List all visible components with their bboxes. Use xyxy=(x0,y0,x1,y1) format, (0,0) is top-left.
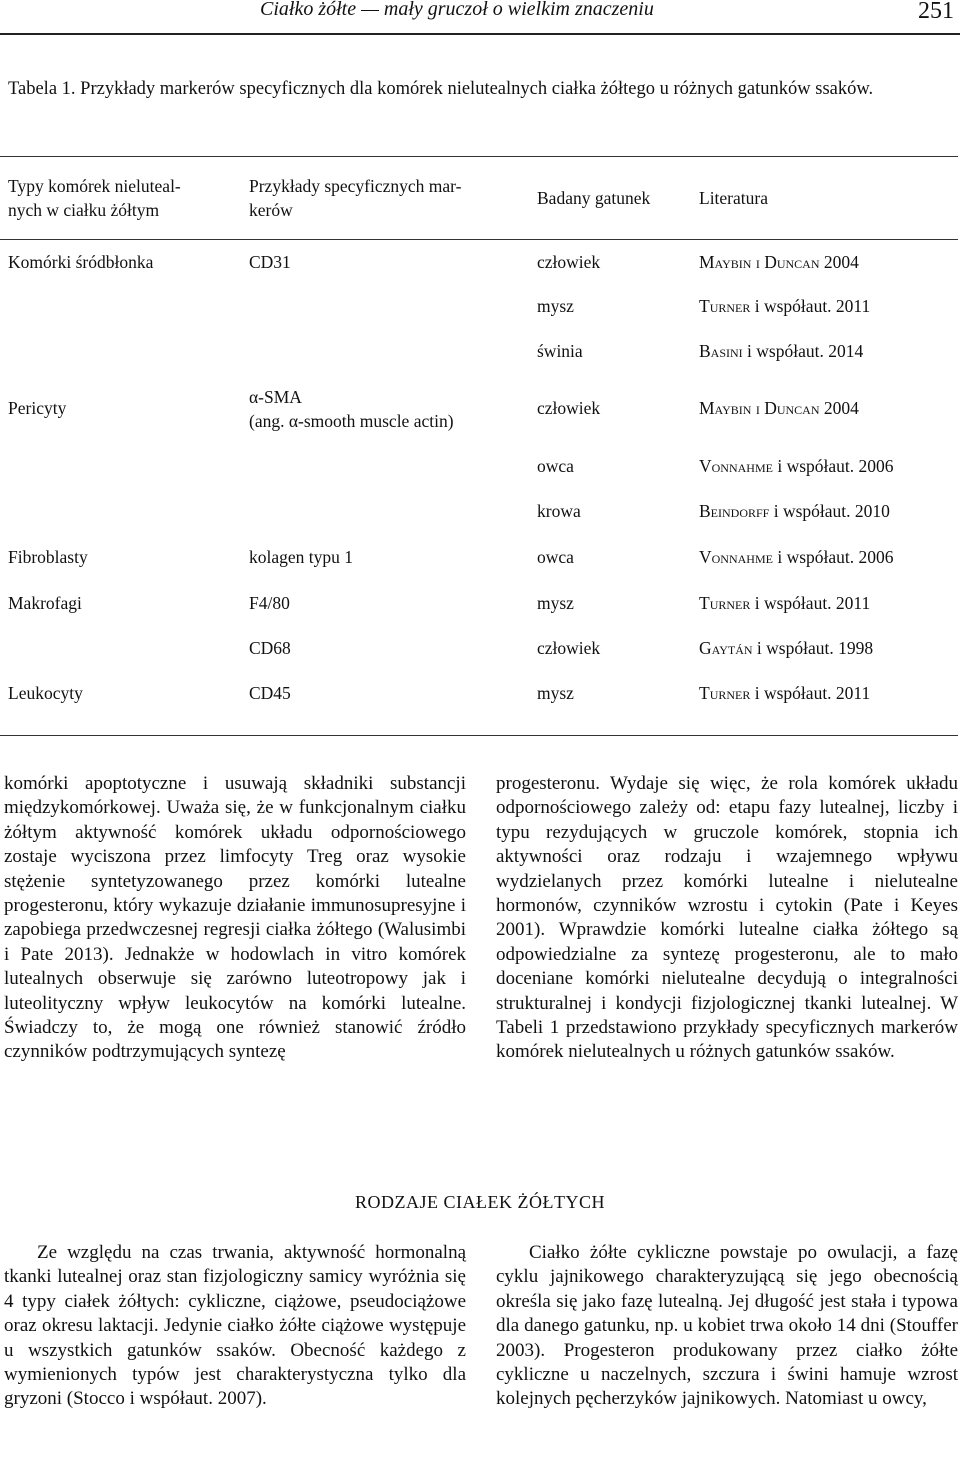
body-right-column xyxy=(496,772,958,1065)
cell-author: Basini xyxy=(699,341,743,361)
cell-author: Turner xyxy=(699,683,751,703)
cell-author: Gaytán xyxy=(699,638,753,658)
header-literature: Literatura xyxy=(699,188,768,208)
cell-year: i współaut. 2014 xyxy=(747,341,864,361)
cell-year: i współaut. 2011 xyxy=(754,683,871,703)
running-title: Ciałko żółte — mały gruczoł o wielkim znaczeniu xyxy=(260,0,654,20)
cell-species: mysz xyxy=(537,296,574,316)
header-marker-line2: kerów xyxy=(249,200,293,220)
cell-literature xyxy=(699,295,870,317)
cell-literature xyxy=(699,340,863,362)
cell-author: Turner xyxy=(699,593,751,613)
cell-species: mysz xyxy=(537,593,574,613)
header-marker-line1: Przykłady specyficznych mar- xyxy=(249,176,462,196)
cell-marker: CD68 xyxy=(249,638,291,658)
cell-author: Beindorff xyxy=(699,501,770,521)
cell-marker: kolagen typu 1 xyxy=(249,547,354,567)
cell-marker-detail: (ang. α-smooth muscle actin) xyxy=(249,411,454,431)
cell-year: i współaut. 1998 xyxy=(756,638,874,658)
cell-marker: α-SMA xyxy=(249,387,302,407)
cell-literature xyxy=(699,500,890,522)
cell-literature xyxy=(699,546,894,568)
section-right-column xyxy=(496,1241,958,1412)
cell-literature xyxy=(699,397,859,419)
cell-species: człowiek xyxy=(537,252,601,272)
page-number: 251 xyxy=(918,0,954,24)
cell-literature xyxy=(699,637,873,659)
header-rule xyxy=(0,33,960,35)
header-species: Badany gatunek xyxy=(537,188,651,208)
cell-year: 2004 xyxy=(823,252,859,272)
cell-author: Maybin i Duncan xyxy=(699,252,820,272)
cell-literature xyxy=(699,682,870,704)
cell-year: i współaut. 2011 xyxy=(754,593,871,613)
page-header xyxy=(0,0,960,30)
cell-species: świnia xyxy=(537,341,583,361)
cell-type: Komórki śródbłonka xyxy=(8,252,154,272)
cell-marker: F4/80 xyxy=(249,593,290,613)
cell-year: i współaut. 2010 xyxy=(773,501,890,521)
table-caption: Tabela 1. Przykłady markerów specyficznych dla komórek nielutealnych ciałka żółtego u różnych gatunków ssaków. xyxy=(8,79,874,99)
body-left-column xyxy=(4,772,466,1065)
cell-species: owca xyxy=(537,456,574,476)
cell-species: człowiek xyxy=(537,638,601,658)
table-bottom-rule xyxy=(0,735,958,736)
section-left-paragraph: Ze względu na czas trwania, aktywność hormonalną tkanki lutealnej oraz stan fizjologiczny samicy wyróżnia się 4 typy ciałek żółtych: cykliczne, ciążowe, pseudociążowe oraz okresu laktacji. Jedynie ciałko żółte ciążowe występuje u wszystkich gatunków ssaków. Obecność każdego z wymienionych typów jest charakterystyczna tylko dla gryzoni (Stocco i współaut. 2007). xyxy=(4,1242,466,1410)
cell-literature xyxy=(699,251,859,273)
cell-author: Vonnahme xyxy=(699,547,773,567)
cell-type: Leukocyty xyxy=(8,683,83,703)
cell-species: człowiek xyxy=(537,398,601,418)
cell-year: i współaut. 2006 xyxy=(777,456,894,476)
cell-author: Vonnahme xyxy=(699,456,773,476)
table-header-rule xyxy=(0,239,958,240)
cell-year: i współaut. 2011 xyxy=(754,296,871,316)
cell-year: i współaut. 2006 xyxy=(777,547,894,567)
table-top-rule xyxy=(0,156,958,157)
cell-type: Makrofagi xyxy=(8,593,82,613)
cell-marker: CD45 xyxy=(249,683,291,703)
header-cell-type-line2: nych w ciałku żółtym xyxy=(8,200,160,220)
body-right-paragraph: progesteronu. Wydaje się więc, że rola komórek układu odpornościowego zależy od: etapu fazy lutealnej, liczby i typu rezydujących w gruczole komórek, stopnia ich aktywności oraz rodzaju i wzajemnego wpływu wydzielanych przez komórki lutealne i nielutealne hormonów, czynników wzrostu i cytokin (Pate i Keyes 2001). Wprawdzie komórki lutealne ciałka żółtego są odpowiedzialne za syntezę progesteronu, ale to mało doceniane komórki nielutealne decydują o integralności strukturalnej i kondycji fizjologicznej tkanki lutealnej. W Tabeli 1 przedstawiono przykłady specyficznych markerów komórek nielutealnych u różnych gatunków ssaków. xyxy=(496,773,958,1063)
cell-year: 2004 xyxy=(823,398,859,418)
section-left-column xyxy=(4,1241,466,1412)
cell-literature xyxy=(699,455,894,477)
cell-species: owca xyxy=(537,547,574,567)
cell-type: Fibroblasty xyxy=(8,547,88,567)
section-right-paragraph: Ciałko żółte cykliczne powstaje po owulacji, a fazę cyklu jajnikowego charakteryzującą się jego obecnością określa się jako fazę lutealną. Jej długość jest stała i typowa dla danego gatunku, np. u kobiet trwa około 14 dni (Stouffer 2003). Progesteron produkowany przez ciałko żółte cykliczne u naczelnych, szczura i świni hamuje wzrost kolejnych pęcherzyków jajnikowych. Natomiast u owcy, xyxy=(496,1242,958,1410)
cell-species: mysz xyxy=(537,683,574,703)
cell-literature xyxy=(699,592,870,614)
body-left-paragraph: komórki apoptotyczne i usuwają składniki substancji międzykomórkowej. Uważa się, że w funkcjonalnym ciałku żółtym aktywność komórek układu odpornościowego zostaje wyciszona przez limfocyty Treg oraz wysokie stężenie syntetyzowanego przez komórki lutealne progesteronu, który wykazuje działanie immunosupresyjne i zapobiega przedwczesnej regresji ciałka żółtego (Walusimbi i Pate 2013). Jednakże w hodowlach in vitro komórek lutealnych obserwuje się zarówno luteotropowy jak i luteolityczny wpływ leukocytów na komórki lutealne. Świadczy to, że mogą one również stanowić źródło czynników podtrzymujących syntezę xyxy=(4,773,466,1063)
cell-author: Maybin i Duncan xyxy=(699,398,820,418)
section-heading: RODZAJE CIAŁEK ŻÓŁTYCH xyxy=(355,1192,605,1212)
cell-marker: CD31 xyxy=(249,252,291,272)
cell-author: Turner xyxy=(699,296,751,316)
cell-type: Pericyty xyxy=(8,398,67,418)
header-cell-type-line1: Typy komórek nieluteal- xyxy=(8,176,181,196)
cell-species: krowa xyxy=(537,501,581,521)
